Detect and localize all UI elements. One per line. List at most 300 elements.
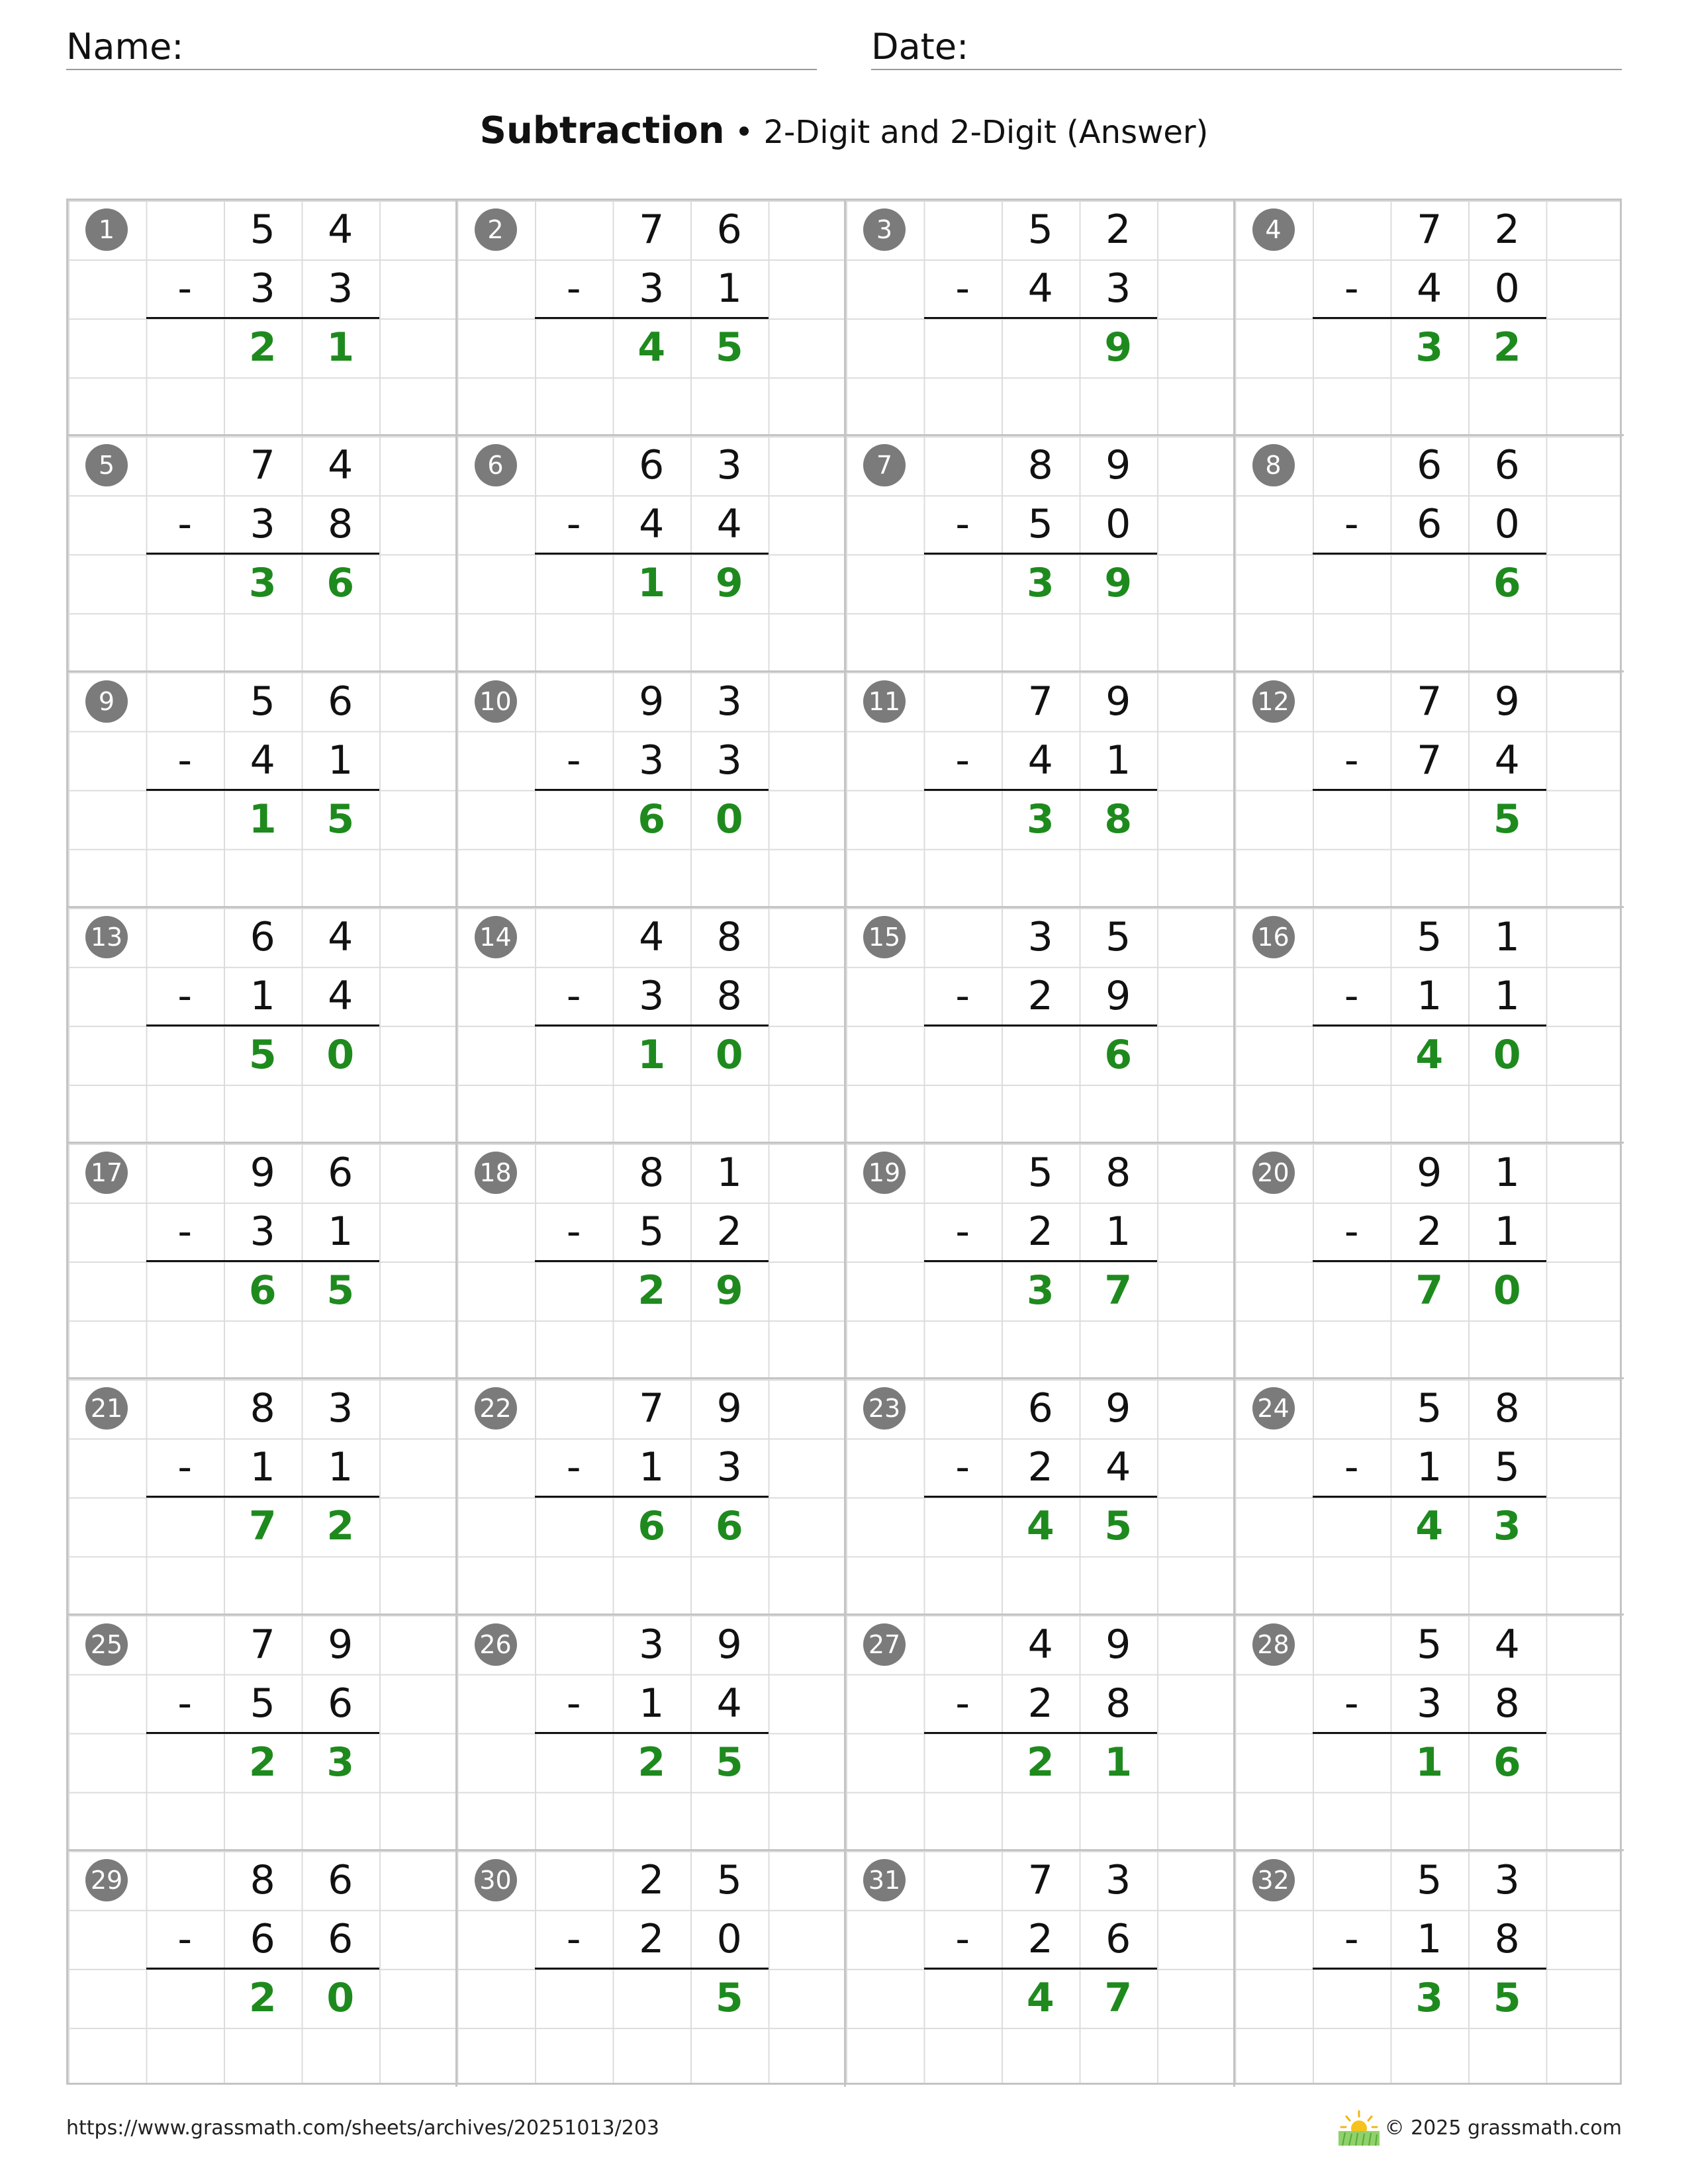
answer-digit: 4 xyxy=(1415,1503,1444,1550)
subtrahend-digit: 2 xyxy=(639,1915,665,1962)
answer-rule xyxy=(146,317,380,319)
minuend-digit: 9 xyxy=(328,1621,353,1668)
minus-sign: - xyxy=(955,1680,970,1727)
problem-number-badge: 9 xyxy=(85,680,128,723)
subtrahend-digit: 4 xyxy=(1417,265,1442,312)
footer-copyright: © 2025 grassmath.com xyxy=(1384,2116,1622,2140)
subtrahend-digit: 5 xyxy=(250,1680,275,1727)
answer-digit: 0 xyxy=(1493,1267,1521,1314)
minuend-digit: 8 xyxy=(716,913,742,960)
subtrahend-digit: 2 xyxy=(716,1208,742,1255)
minus-sign: - xyxy=(955,1208,970,1255)
subtrahend-digit: 1 xyxy=(328,1208,353,1255)
minuend-digit: 6 xyxy=(328,1150,353,1196)
minuend-digit: 9 xyxy=(250,1150,275,1196)
answer-digit: 2 xyxy=(326,1503,355,1550)
minuend-digit: 5 xyxy=(1027,206,1053,253)
answer-digit: 5 xyxy=(715,1974,743,2021)
problem-number-badge: 31 xyxy=(863,1859,906,1901)
problem-number-badge: 17 xyxy=(85,1152,128,1194)
problem-cell xyxy=(457,908,847,1144)
answer-digit: 4 xyxy=(1026,1503,1055,1550)
minuend-digit: 3 xyxy=(716,442,742,489)
problem-cell xyxy=(1235,1851,1624,2087)
minuend-digit: 6 xyxy=(716,206,742,253)
minuend-digit: 5 xyxy=(1417,1385,1442,1432)
answer-rule xyxy=(146,553,380,555)
subtrahend-digit: 4 xyxy=(1027,265,1053,312)
subtrahend-digit: 6 xyxy=(1417,501,1442,548)
subtrahend-digit: 7 xyxy=(1417,737,1442,784)
problem-number-badge: 21 xyxy=(85,1387,128,1430)
problem-cell xyxy=(457,1615,847,1851)
problem-cell xyxy=(68,1379,457,1615)
subtrahend-digit: 3 xyxy=(639,972,665,1019)
answer-rule xyxy=(924,1024,1158,1026)
minuend-digit: 6 xyxy=(328,678,353,725)
problem-number-badge: 5 xyxy=(85,444,128,486)
minuend-digit: 3 xyxy=(328,1385,353,1432)
problem-number-badge: 32 xyxy=(1252,1859,1295,1901)
answer-digit: 6 xyxy=(248,1267,277,1314)
worksheet-title xyxy=(0,105,1688,159)
minus-sign: - xyxy=(1344,1680,1359,1727)
subtrahend-digit: 2 xyxy=(1027,972,1053,1019)
problem-number-badge: 14 xyxy=(475,916,517,958)
subtrahend-digit: 3 xyxy=(250,265,275,312)
problem-cell xyxy=(1235,436,1624,672)
name-label: Name: xyxy=(66,26,184,68)
minuend-digit: 4 xyxy=(1027,1621,1053,1668)
minuend-digit: 5 xyxy=(250,206,275,253)
subtrahend-digit: 3 xyxy=(639,737,665,784)
answer-rule xyxy=(1313,1260,1546,1262)
minuend-digit: 3 xyxy=(1494,1856,1520,1903)
minuend-digit: 6 xyxy=(1494,442,1520,489)
minus-sign: - xyxy=(566,972,581,1019)
answer-rule xyxy=(924,1496,1158,1498)
minus-sign: - xyxy=(177,501,193,548)
subtrahend-digit: 3 xyxy=(250,501,275,548)
subtrahend-digit: 1 xyxy=(250,972,275,1019)
minuend-digit: 9 xyxy=(1105,1385,1131,1432)
answer-digit: 7 xyxy=(1415,1267,1444,1314)
date-field[interactable] xyxy=(871,24,1622,70)
minus-sign: - xyxy=(955,972,970,1019)
minuend-digit: 3 xyxy=(1105,1856,1131,1903)
answer-digit: 3 xyxy=(1415,1974,1444,2021)
subtrahend-digit: 2 xyxy=(1027,1680,1053,1727)
minuend-digit: 9 xyxy=(716,1621,742,1668)
name-field[interactable] xyxy=(66,24,817,70)
problem-cell xyxy=(68,1144,457,1379)
answer-rule xyxy=(146,1024,380,1026)
subtrahend-digit: 0 xyxy=(1494,501,1520,548)
subtrahend-digit: 1 xyxy=(328,1444,353,1491)
subtrahend-digit: 1 xyxy=(1417,972,1442,1019)
problem-number-badge: 8 xyxy=(1252,444,1295,486)
minuend-digit: 7 xyxy=(250,442,275,489)
answer-digit: 1 xyxy=(1415,1739,1444,1786)
answer-digit: 9 xyxy=(1104,560,1133,607)
subtrahend-digit: 1 xyxy=(1494,1208,1520,1255)
subtrahend-digit: 6 xyxy=(328,1680,353,1727)
minuend-digit: 4 xyxy=(328,206,353,253)
minuend-digit: 5 xyxy=(1417,1621,1442,1668)
problem-number-badge: 15 xyxy=(863,916,906,958)
answer-digit: 7 xyxy=(1104,1267,1133,1314)
minuend-digit: 5 xyxy=(1105,913,1131,960)
minuend-digit: 9 xyxy=(1417,1150,1442,1196)
answer-rule xyxy=(535,1968,769,1970)
minuend-digit: 1 xyxy=(716,1150,742,1196)
subtrahend-digit: 4 xyxy=(639,501,665,548)
minuend-digit: 7 xyxy=(639,206,665,253)
minuend-digit: 2 xyxy=(639,1856,665,1903)
minuend-digit: 5 xyxy=(1417,1856,1442,1903)
subtrahend-digit: 3 xyxy=(328,265,353,312)
minuend-digit: 8 xyxy=(1105,1150,1131,1196)
subtrahend-digit: 1 xyxy=(1417,1915,1442,1962)
answer-digit: 7 xyxy=(1104,1974,1133,2021)
subtrahend-digit: 2 xyxy=(1027,1208,1053,1255)
minuend-digit: 7 xyxy=(1027,1856,1053,1903)
problem-number-badge: 18 xyxy=(475,1152,517,1194)
problem-number-badge: 20 xyxy=(1252,1152,1295,1194)
subtrahend-digit: 6 xyxy=(250,1915,275,1962)
subtrahend-digit: 1 xyxy=(1105,1208,1131,1255)
answer-rule xyxy=(535,1260,769,1262)
answer-digit: 2 xyxy=(248,1739,277,1786)
problem-number-badge: 16 xyxy=(1252,916,1295,958)
answer-digit: 3 xyxy=(248,560,277,607)
answer-digit: 1 xyxy=(637,560,666,607)
answer-digit: 0 xyxy=(715,1031,743,1078)
problem-number-badge: 13 xyxy=(85,916,128,958)
subtrahend-digit: 6 xyxy=(328,1915,353,1962)
answer-digit: 3 xyxy=(1026,1267,1055,1314)
minus-sign: - xyxy=(955,1915,970,1962)
answer-digit: 0 xyxy=(715,796,743,842)
problem-number-badge: 23 xyxy=(863,1387,906,1430)
subtrahend-digit: 5 xyxy=(1027,501,1053,548)
problem-number-badge: 29 xyxy=(85,1859,128,1901)
answer-rule xyxy=(1313,1024,1546,1026)
problem-cell xyxy=(457,1379,847,1615)
minus-sign: - xyxy=(566,1208,581,1255)
problem-cell xyxy=(457,1851,847,2087)
subtrahend-digit: 8 xyxy=(1494,1680,1520,1727)
minuend-digit: 4 xyxy=(328,913,353,960)
answer-digit: 9 xyxy=(715,560,743,607)
minuend-digit: 8 xyxy=(1027,442,1053,489)
answer-digit: 6 xyxy=(715,1503,743,1550)
problem-number-badge: 2 xyxy=(475,208,517,251)
answer-rule xyxy=(535,1732,769,1734)
problem-cell xyxy=(457,201,847,436)
answer-digit: 0 xyxy=(326,1031,355,1078)
minuend-digit: 8 xyxy=(1494,1385,1520,1432)
problem-cell xyxy=(68,436,457,672)
subtrahend-digit: 8 xyxy=(1494,1915,1520,1962)
minus-sign: - xyxy=(177,265,193,312)
problem-cell xyxy=(846,436,1235,672)
minuend-digit: 7 xyxy=(1417,206,1442,253)
minus-sign: - xyxy=(1344,972,1359,1019)
minus-sign: - xyxy=(177,737,193,784)
answer-digit: 6 xyxy=(637,1503,666,1550)
minuend-digit: 8 xyxy=(639,1150,665,1196)
answer-digit: 5 xyxy=(248,1031,277,1078)
minuend-digit: 1 xyxy=(1494,1150,1520,1196)
answer-digit: 2 xyxy=(248,324,277,371)
problem-number-badge: 26 xyxy=(475,1623,517,1666)
problem-cell xyxy=(846,1851,1235,2087)
answer-digit: 1 xyxy=(326,324,355,371)
answer-digit: 5 xyxy=(715,324,743,371)
subtrahend-digit: 4 xyxy=(1027,737,1053,784)
minus-sign: - xyxy=(177,1680,193,1727)
problem-cell xyxy=(68,1615,457,1851)
problem-number-badge: 6 xyxy=(475,444,517,486)
problem-cell xyxy=(1235,1144,1624,1379)
answer-digit: 1 xyxy=(637,1031,666,1078)
minuend-digit: 4 xyxy=(639,913,665,960)
answer-digit: 1 xyxy=(1104,1739,1133,1786)
problem-cell xyxy=(68,672,457,908)
answer-digit: 5 xyxy=(715,1739,743,1786)
answer-digit: 1 xyxy=(248,796,277,842)
answer-digit: 4 xyxy=(637,324,666,371)
minus-sign: - xyxy=(1344,737,1359,784)
answer-rule xyxy=(535,789,769,791)
answer-rule xyxy=(146,1968,380,1970)
answer-digit: 3 xyxy=(1026,796,1055,842)
subtrahend-digit: 5 xyxy=(1494,1444,1520,1491)
minus-sign: - xyxy=(955,737,970,784)
problem-number-badge: 11 xyxy=(863,680,906,723)
minus-sign: - xyxy=(955,265,970,312)
subtrahend-digit: 2 xyxy=(1027,1444,1053,1491)
minus-sign: - xyxy=(177,1208,193,1255)
answer-digit: 2 xyxy=(637,1267,666,1314)
minuend-digit: 6 xyxy=(1027,1385,1053,1432)
problem-number-badge: 12 xyxy=(1252,680,1295,723)
subtrahend-digit: 4 xyxy=(716,501,742,548)
subtrahend-digit: 8 xyxy=(328,501,353,548)
title-bullet: • xyxy=(724,114,764,151)
minuend-digit: 3 xyxy=(639,1621,665,1668)
minuend-digit: 8 xyxy=(250,1856,275,1903)
answer-digit: 6 xyxy=(1104,1031,1133,1078)
subtrahend-digit: 5 xyxy=(639,1208,665,1255)
answer-digit: 2 xyxy=(1026,1739,1055,1786)
problem-number-badge: 4 xyxy=(1252,208,1295,251)
subtrahend-digit: 3 xyxy=(716,1444,742,1491)
minus-sign: - xyxy=(1344,501,1359,548)
answer-digit: 2 xyxy=(248,1974,277,2021)
minuend-digit: 6 xyxy=(328,1856,353,1903)
subtrahend-digit: 8 xyxy=(716,972,742,1019)
subtrahend-digit: 3 xyxy=(1105,265,1131,312)
minuend-digit: 8 xyxy=(250,1385,275,1432)
answer-digit: 2 xyxy=(1493,324,1521,371)
minus-sign: - xyxy=(566,1444,581,1491)
answer-rule xyxy=(924,1732,1158,1734)
problem-cell xyxy=(846,1615,1235,1851)
answer-rule xyxy=(535,1496,769,1498)
subtrahend-digit: 4 xyxy=(716,1680,742,1727)
answer-digit: 3 xyxy=(1415,324,1444,371)
minuend-digit: 9 xyxy=(716,1385,742,1432)
minuend-digit: 9 xyxy=(639,678,665,725)
minuend-digit: 5 xyxy=(1027,1150,1053,1196)
answer-rule xyxy=(924,789,1158,791)
subtrahend-digit: 9 xyxy=(1105,972,1131,1019)
subtrahend-digit: 1 xyxy=(1417,1444,1442,1491)
subtrahend-digit: 3 xyxy=(639,265,665,312)
answer-rule xyxy=(924,1968,1158,1970)
minus-sign: - xyxy=(566,501,581,548)
problem-cell xyxy=(846,1144,1235,1379)
minus-sign: - xyxy=(566,1680,581,1727)
problem-cell xyxy=(1235,908,1624,1144)
problem-cell xyxy=(68,1851,457,2087)
problem-number-badge: 10 xyxy=(475,680,517,723)
problem-cell xyxy=(1235,1615,1624,1851)
answer-rule xyxy=(924,553,1158,555)
answer-rule xyxy=(146,1260,380,1262)
minuend-digit: 4 xyxy=(1494,1621,1520,1668)
subtrahend-digit: 0 xyxy=(716,1915,742,1962)
footer-url[interactable]: https://www.grassmath.com/sheets/archives/20251013/203 xyxy=(66,2116,660,2140)
answer-digit: 7 xyxy=(248,1503,277,1550)
subtrahend-digit: 4 xyxy=(328,972,353,1019)
minuend-digit: 9 xyxy=(1105,1621,1131,1668)
problem-number-badge: 30 xyxy=(475,1859,517,1901)
problem-cell xyxy=(457,436,847,672)
problem-number-badge: 28 xyxy=(1252,1623,1295,1666)
answer-rule xyxy=(146,1732,380,1734)
subtrahend-digit: 1 xyxy=(716,265,742,312)
minuend-digit: 5 xyxy=(1417,913,1442,960)
problem-cell xyxy=(846,672,1235,908)
answer-rule xyxy=(146,1496,380,1498)
answer-rule xyxy=(1313,553,1546,555)
subtrahend-digit: 8 xyxy=(1105,1680,1131,1727)
answer-rule xyxy=(1313,1968,1546,1970)
problem-cell xyxy=(1235,201,1624,436)
problem-cell xyxy=(457,1144,847,1379)
answer-rule xyxy=(1313,789,1546,791)
answer-rule xyxy=(1313,1732,1546,1734)
answer-rule xyxy=(535,317,769,319)
answer-digit: 9 xyxy=(715,1267,743,1314)
answer-digit: 6 xyxy=(326,560,355,607)
minuend-digit: 7 xyxy=(250,1621,275,1668)
answer-rule xyxy=(535,1024,769,1026)
problem-cell xyxy=(68,908,457,1144)
problem-cell xyxy=(457,672,847,908)
problem-number-badge: 22 xyxy=(475,1387,517,1430)
subtrahend-digit: 3 xyxy=(250,1208,275,1255)
answer-digit: 3 xyxy=(1026,560,1055,607)
answer-rule xyxy=(924,1260,1158,1262)
answer-digit: 3 xyxy=(1493,1503,1521,1550)
answer-rule xyxy=(1313,317,1546,319)
minuend-digit: 9 xyxy=(1105,678,1131,725)
minuend-digit: 4 xyxy=(328,442,353,489)
answer-digit: 5 xyxy=(1104,1503,1133,1550)
minuend-digit: 6 xyxy=(639,442,665,489)
problem-number-badge: 1 xyxy=(85,208,128,251)
subtrahend-digit: 1 xyxy=(639,1680,665,1727)
minuend-digit: 2 xyxy=(1494,206,1520,253)
subtrahend-digit: 3 xyxy=(716,737,742,784)
minuend-digit: 9 xyxy=(1105,442,1131,489)
subtrahend-digit: 1 xyxy=(1105,737,1131,784)
answer-rule xyxy=(1313,1496,1546,1498)
minus-sign: - xyxy=(1344,265,1359,312)
minus-sign: - xyxy=(177,972,193,1019)
answer-digit: 5 xyxy=(326,796,355,842)
problem-grid xyxy=(66,199,1622,2085)
minuend-digit: 2 xyxy=(1105,206,1131,253)
minus-sign: - xyxy=(1344,1444,1359,1491)
problem-cell xyxy=(1235,672,1624,908)
subtrahend-digit: 3 xyxy=(1417,1680,1442,1727)
problem-cell xyxy=(846,201,1235,436)
subtrahend-digit: 0 xyxy=(1105,501,1131,548)
minus-sign: - xyxy=(955,1444,970,1491)
subtrahend-digit: 2 xyxy=(1417,1208,1442,1255)
answer-digit: 9 xyxy=(1104,324,1133,371)
subtrahend-digit: 0 xyxy=(1494,265,1520,312)
problem-number-badge: 25 xyxy=(85,1623,128,1666)
problem-number-badge: 3 xyxy=(863,208,906,251)
answer-digit: 2 xyxy=(637,1739,666,1786)
minus-sign: - xyxy=(566,265,581,312)
minuend-digit: 3 xyxy=(1027,913,1053,960)
subtrahend-digit: 1 xyxy=(328,737,353,784)
minuend-digit: 7 xyxy=(639,1385,665,1432)
answer-digit: 8 xyxy=(1104,796,1133,842)
answer-digit: 6 xyxy=(1493,1739,1521,1786)
minuend-digit: 5 xyxy=(716,1856,742,1903)
problem-number-badge: 19 xyxy=(863,1152,906,1194)
minus-sign: - xyxy=(955,501,970,548)
problem-number-badge: 24 xyxy=(1252,1387,1295,1430)
problem-number-badge: 7 xyxy=(863,444,906,486)
minuend-digit: 6 xyxy=(1417,442,1442,489)
minuend-digit: 3 xyxy=(716,678,742,725)
answer-digit: 4 xyxy=(1026,1974,1055,2021)
answer-digit: 6 xyxy=(637,796,666,842)
answer-digit: 6 xyxy=(1493,560,1521,607)
minus-sign: - xyxy=(566,1915,581,1962)
subtrahend-digit: 1 xyxy=(250,1444,275,1491)
subtrahend-digit: 6 xyxy=(1105,1915,1131,1962)
subtrahend-digit: 4 xyxy=(1105,1444,1131,1491)
answer-digit: 5 xyxy=(1493,796,1521,842)
minus-sign: - xyxy=(177,1444,193,1491)
answer-rule xyxy=(146,789,380,791)
title-main: Subtraction xyxy=(479,109,725,152)
title-subtitle: 2-Digit and 2-Digit (Answer) xyxy=(763,114,1209,151)
subtrahend-digit: 4 xyxy=(1494,737,1520,784)
problem-cell xyxy=(846,908,1235,1144)
subtrahend-digit: 2 xyxy=(1027,1915,1053,1962)
